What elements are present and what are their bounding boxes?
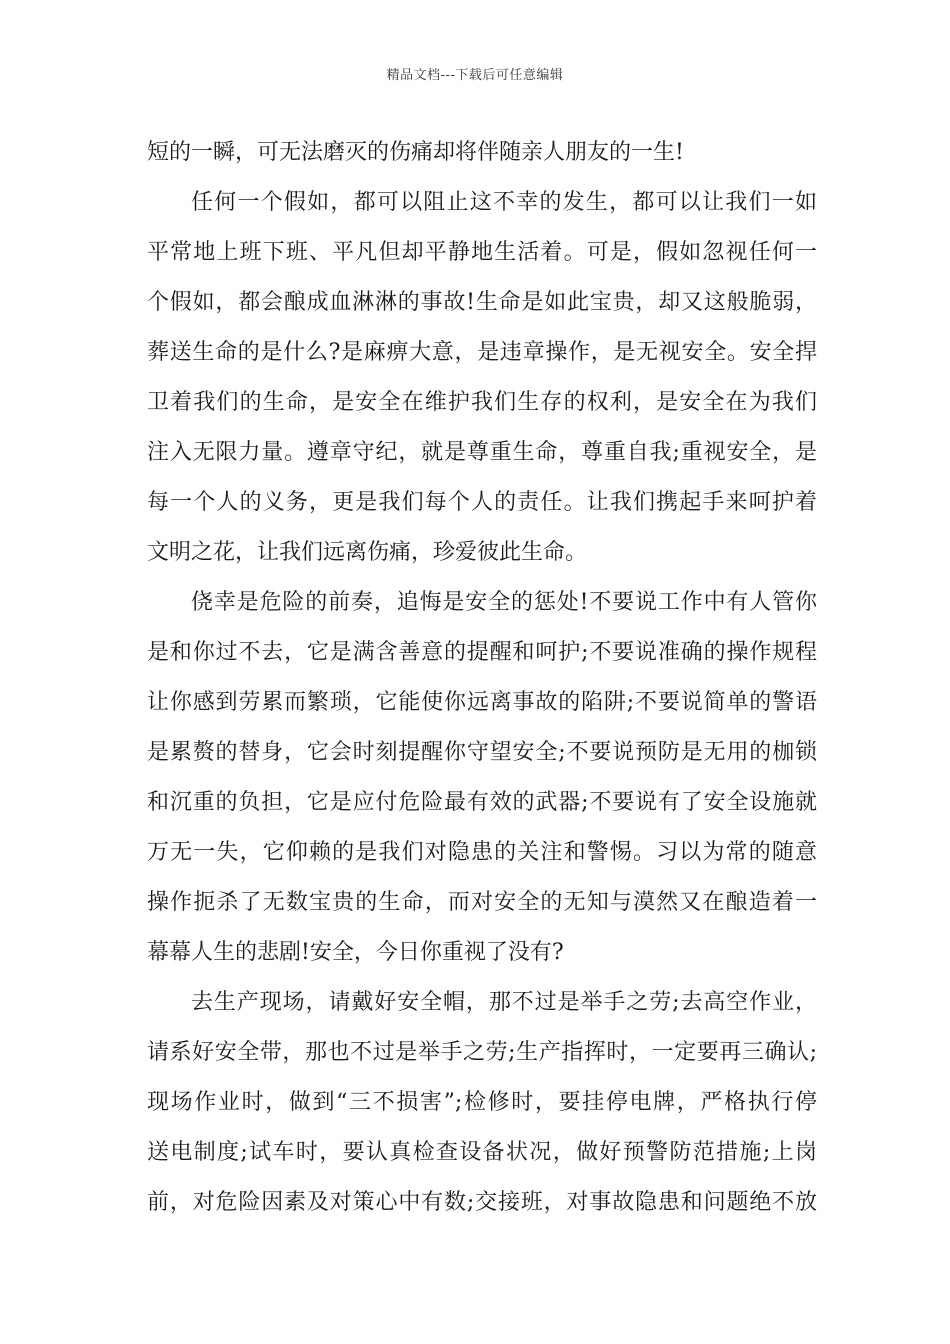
text-line: 葬送生命的是什么?是麻痹大意，是违章操作，是无视安全。安全捍	[147, 340, 817, 365]
text-line: 请系好安全带，那也不过是举手之劳;生产指挥时，一定要再三确认;	[147, 1040, 817, 1065]
text-line: 万无一失，它仰赖的是我们对隐患的关注和警惕。习以为常的随意	[147, 840, 817, 865]
page-header: 精品文档---下载后可任意编辑	[386, 68, 564, 83]
text-line: 短的一瞬，可无法磨灭的伤痛却将伴随亲人朋友的一生!	[147, 140, 684, 165]
text-line: 注入无限力量。遵章守纪，就是尊重生命，尊重自我;重视安全，是	[147, 440, 817, 465]
text-line: 去生产现场，请戴好安全帽，那不过是举手之劳;去高空作业，	[191, 990, 817, 1015]
text-line: 平常地上班下班、平凡但却平静地生活着。可是，假如忽视任何一	[147, 240, 817, 265]
paragraph-2	[147, 178, 817, 578]
text-line: 任何一个假如，都可以阻止这不幸的发生，都可以让我们一如	[191, 190, 817, 215]
text-line: 卫着我们的生命，是安全在维护我们生存的权利，是安全在为我们	[147, 390, 817, 415]
text-line: 个假如，都会酿成血淋淋的事故!生命是如此宝贵，却又这般脆弱，	[147, 290, 817, 315]
document-body	[147, 128, 817, 1228]
text-line: 现场作业时，做到“三不损害”;检修时，要挂停电牌，严格执行停	[147, 1090, 817, 1115]
text-line: 文明之花，让我们远离伤痛，珍爱彼此生命。	[147, 540, 588, 565]
text-line: 前，对危险因素及对策心中有数;交接班，对事故隐患和问题绝不放	[147, 1190, 817, 1215]
text-line: 幕幕人生的悲剧!安全，今日你重视了没有?	[147, 940, 564, 965]
text-line: 是累赘的替身，它会时刻提醒你守望安全;不要说预防是无用的枷锁	[147, 740, 817, 765]
text-line: 每一个人的义务，更是我们每个人的责任。让我们携起手来呵护着	[147, 490, 817, 515]
paragraph-1	[147, 128, 817, 178]
text-line: 是和你过不去，它是满含善意的提醒和呵护;不要说准确的操作规程	[147, 640, 817, 665]
text-line: 操作扼杀了无数宝贵的生命，而对安全的无知与漠然又在酿造着一	[147, 890, 817, 915]
text-line: 和沉重的负担，它是应付危险最有效的武器;不要说有了安全设施就	[147, 790, 817, 815]
text-line: 送电制度;试车时，要认真检查设备状况，做好预警防范措施;上岗	[147, 1140, 817, 1165]
text-line: 让你感到劳累而繁琐，它能使你远离事故的陷阱;不要说简单的警语	[147, 690, 817, 715]
paragraph-4	[147, 978, 817, 1228]
text-line: 侥幸是危险的前奏，追悔是安全的惩处!不要说工作中有人管你	[191, 590, 817, 615]
paragraph-3	[147, 578, 817, 978]
